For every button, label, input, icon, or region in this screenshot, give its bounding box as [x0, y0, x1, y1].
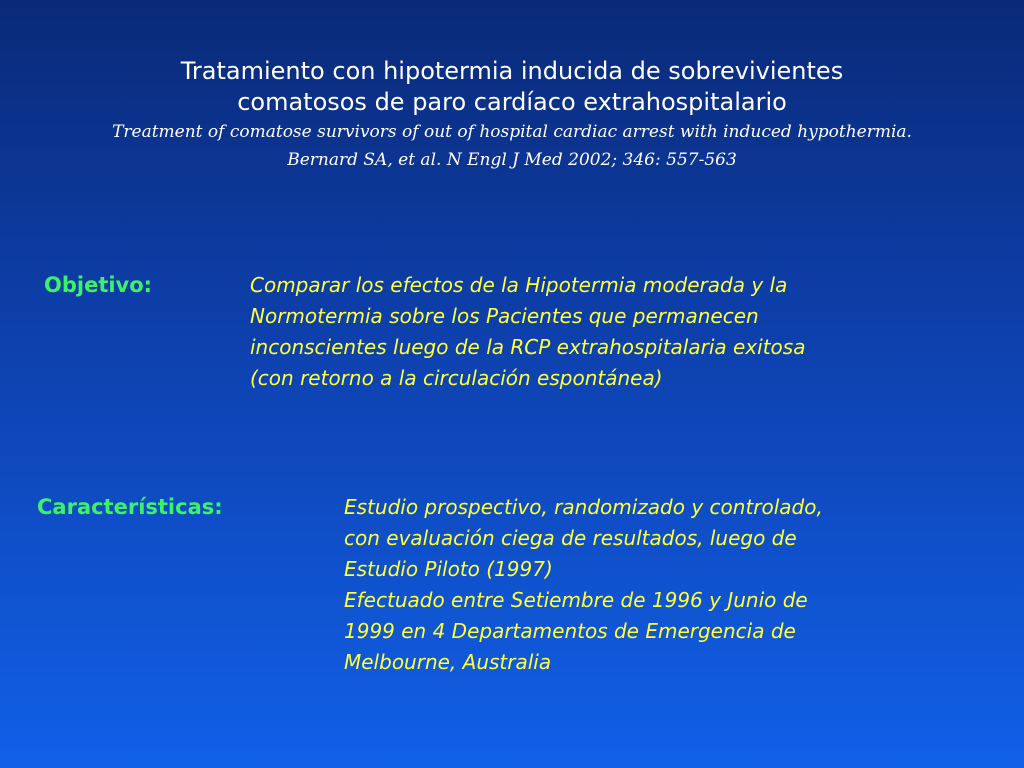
caracteristicas-line: con evaluación ciega de resultados, luego de — [344, 526, 797, 550]
objetivo-line: Comparar los efectos de la Hipotermia moderada y la — [250, 273, 788, 297]
caracteristicas-line: Estudio prospectivo, randomizado y controlado, — [344, 495, 823, 519]
citation-title: Treatment of comatose survivors of out of hospital cardiac arrest with induced hypothermia. — [112, 122, 912, 142]
caracteristicas-line: Melbourne, Australia — [344, 650, 552, 674]
caracteristicas-line: 1999 en 4 Departamentos de Emergencia de — [344, 619, 796, 643]
slide-title-line-1: Tratamiento con hipotermia inducida de sobrevivientes — [180, 57, 844, 85]
objetivo-text — [250, 270, 805, 394]
caracteristicas-line: Estudio Piloto (1997) — [344, 557, 553, 581]
citation-reference: Bernard SA, et al. N Engl J Med 2002; 346: 557-563 — [287, 150, 737, 170]
slide-title-line-2: comatosos de paro cardíaco extrahospitalario — [237, 88, 787, 116]
objetivo-line: inconscientes luego de la RCP extrahospitalaria exitosa — [250, 335, 806, 359]
objetivo-line: (con retorno a la circulación espontánea) — [250, 366, 663, 390]
caracteristicas-label: Características: — [37, 495, 223, 519]
objetivo-label: Objetivo: — [44, 273, 153, 297]
caracteristicas-text — [344, 492, 823, 678]
caracteristicas-line: Efectuado entre Setiembre de 1996 y Junio de — [344, 588, 808, 612]
slide-title-block — [0, 56, 1024, 174]
objetivo-line: Normotermia sobre los Pacientes que permanecen — [250, 304, 759, 328]
